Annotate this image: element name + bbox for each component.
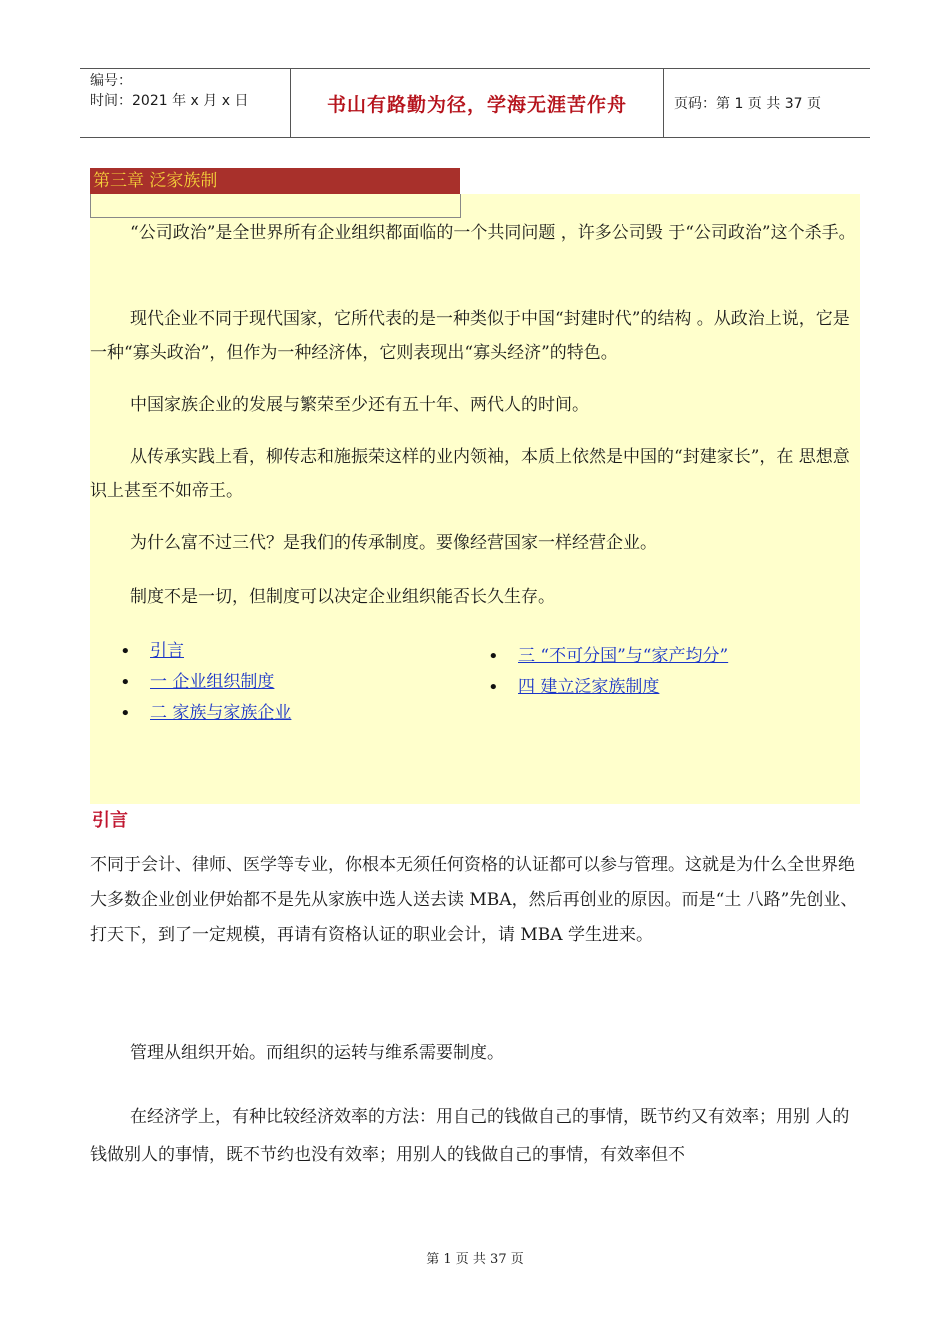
header-motto-cell: [291, 69, 664, 137]
toc-item: [120, 636, 291, 667]
toc-left: [120, 636, 291, 729]
toc-item: [120, 667, 291, 698]
date-label: 时间：2021 年 x 月 x 日: [90, 93, 249, 109]
toc-item: [488, 641, 728, 672]
page-footer: 第 1 页 共 37 页: [426, 1252, 524, 1267]
intro-paragraph: 从传承实践上看，柳传志和施振荣这样的业内领袖，本质上依然是中国的“封建家长”，在 思想意识上甚至不如帝王。: [90, 447, 850, 501]
toc-link-1[interactable]: 一 企业组织制度: [150, 672, 275, 692]
section-title: 引言: [92, 810, 128, 831]
toc-link-4[interactable]: 四 建立泛家族制度: [518, 677, 660, 697]
number-label: 编号：: [90, 73, 132, 89]
intro-paragraph: 中国家族企业的发展与繁荣至少还有五十年、两代人的时间。: [130, 395, 589, 415]
intro-paragraph: “公司政治”是全世界所有企业组织都面临的一个共同问题 ，许多公司毁 于“公司政治”这个杀手。: [130, 223, 856, 243]
toc-right: [488, 641, 728, 703]
intro-paragraph: 现代企业不同于现代国家，它所代表的是一种类似于中国“封建时代”的结构 。从政治上说，它是一种“寡头政治”，但作为一种经济体，它则表现出“寡头经济”的特色。: [90, 309, 850, 363]
header-page-info: 页码：第 1 页 共 37 页: [674, 96, 821, 112]
toc-link-2[interactable]: 二 家族与家族企业: [150, 703, 292, 723]
document-header: [80, 68, 870, 138]
toc-link-intro[interactable]: 引言: [150, 641, 184, 661]
header-motto: 书山有路勤为径，学海无涯苦作舟: [326, 93, 627, 116]
section-paragraph: 不同于会计、律师、医学等专业，你根本无须任何资格的认证都可以参与管理。这就是为什么全世界绝大多数企业创业伊始都不是先从家族中选人送去读 MBA，然后再创业的原因。而是“土 八路”先创业、打天下，到了一定规模，再请有资格认证的职业会计，请 MBA 学生进来。: [90, 855, 858, 945]
section-paragraph: 在经济学上，有种比较经济效率的方法：用自己的钱做自己的事情，既节约又有效率；用别 人的钱做别人的事情，既不节约也没有效率；用别人的钱做自己的事情，有效率但不: [90, 1107, 850, 1165]
toc-item: [120, 698, 291, 729]
toc-item: [488, 672, 728, 703]
intro-paragraph: 为什么富不过三代？是我们的传承制度。要像经营国家一样经营企业。: [130, 533, 657, 553]
intro-paragraph: 制度不是一切，但制度可以决定企业组织能否长久生存。: [130, 587, 555, 607]
banner-frame: [90, 194, 461, 218]
toc-link-3[interactable]: 三 “不可分国”与“家产均分”: [518, 646, 729, 666]
section-paragraph: 管理从组织开始。而组织的运转与维系需要制度。: [130, 1043, 504, 1063]
chapter-title: 第三章 泛家族制: [90, 168, 460, 194]
header-meta: [80, 69, 291, 137]
